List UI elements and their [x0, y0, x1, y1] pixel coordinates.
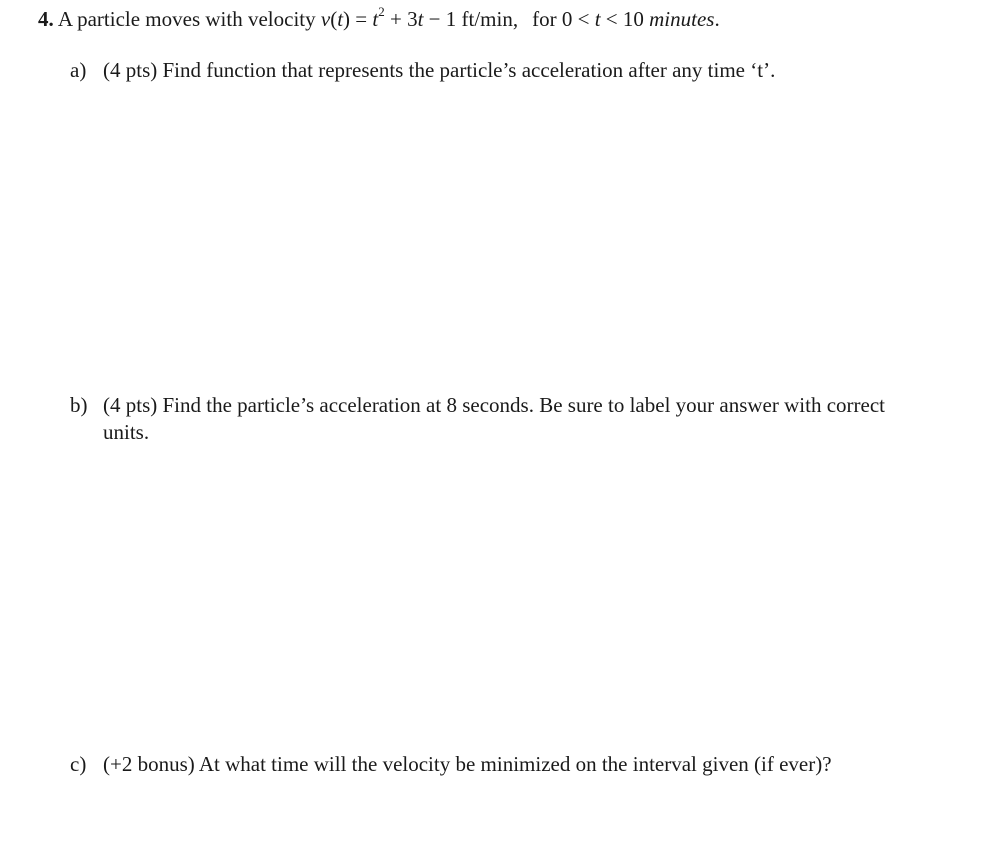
t-variable: t [372, 7, 379, 31]
part-c-text: (+2 bonus) At what time will the velocity be minimized on the interval given (if ever)? [103, 752, 832, 776]
part-a-text: (4 pts) Find function that represents the particle’s acceleration after any time ‘t’. [103, 58, 776, 82]
equals-sign: = [350, 7, 373, 31]
problem-number: 4. [38, 7, 54, 31]
interval-unit: minutes [649, 7, 715, 31]
interval-prefix: for 0 < [532, 7, 595, 31]
t-variable-2: t [417, 7, 424, 31]
minus-one-units: − 1 ft/min, [423, 7, 519, 31]
exponent: 2 [378, 4, 385, 19]
t-variable-3: t [594, 7, 601, 31]
answer-space-b[interactable] [70, 450, 970, 740]
velocity-symbol: v [320, 7, 331, 31]
part-b-text-line1: (4 pts) Find the particle’s acceleration at 8 seconds. Be sure to label your answer with correct [103, 393, 885, 417]
paren-open: ( [330, 7, 338, 31]
paren-close: ) [343, 7, 351, 31]
problem-lead-text: A particle moves with velocity [53, 7, 321, 31]
interval-end: . [714, 7, 720, 31]
answer-space-c[interactable] [70, 785, 970, 845]
part-c-letter: c) [70, 752, 87, 776]
velocity-arg: t [337, 7, 344, 31]
part-b-text-line2: units. [103, 420, 150, 444]
part-a-letter: a) [70, 58, 87, 82]
part-a [70, 57, 775, 84]
plus-three: + 3 [384, 7, 418, 31]
part-c [70, 751, 832, 778]
part-b [70, 392, 985, 446]
interval-mid: < 10 [600, 7, 650, 31]
answer-space-a[interactable] [70, 90, 970, 380]
part-b-letter: b) [70, 393, 88, 417]
problem-statement [38, 6, 720, 32]
